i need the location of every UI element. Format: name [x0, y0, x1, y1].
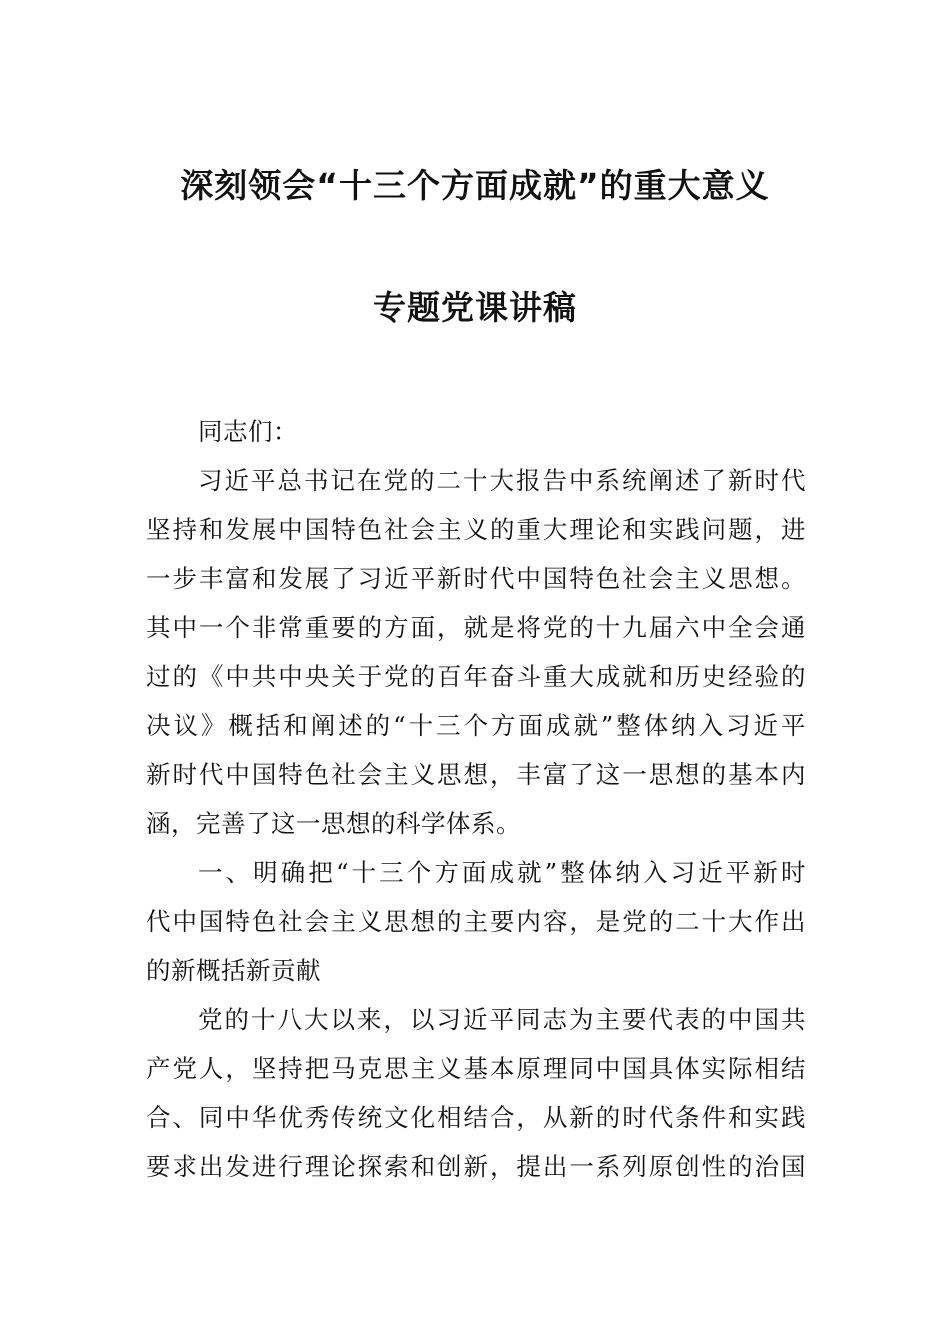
paragraph-line: 过的《中共中央关于党的百年奋斗重大成就和历史经验的 [146, 662, 806, 691]
document-body [146, 414, 806, 1198]
paragraph-line: 一步丰富和发展了习近平新时代中国特色社会主义思想。 [146, 564, 806, 593]
paragraph-line: 合、同中华优秀传统文化相结合，从新的时代条件和实践 [146, 1103, 806, 1132]
paragraph-line: 涵，完善了这一思想的科学体系。 [146, 809, 521, 838]
paragraph-line: 其中一个非常重要的方面，就是将党的十九届六中全会通 [146, 613, 806, 642]
paragraph-line: 决议》概括和阐述的“十三个方面成就”整体纳入习近平 [146, 711, 806, 740]
paragraph-line: 党的十八大以来，以习近平同志为主要代表的中国共 [198, 1005, 806, 1034]
paragraph-line: 新时代中国特色社会主义思想，丰富了这一思想的基本内 [146, 760, 806, 789]
paragraph-line: 产党人，坚持把马克思主义基本原理同中国具体实际相结 [146, 1054, 806, 1083]
section-heading-line: 代中国特色社会主义思想的主要内容，是党的二十大作出 [146, 907, 806, 936]
document-subtitle: 专题党课讲稿 [373, 288, 577, 327]
section-heading-line: 一、明确把“十三个方面成就”整体纳入习近平新时 [198, 858, 806, 887]
paragraph-line: 要求出发进行理论探索和创新，提出一系列原创性的治国 [146, 1152, 806, 1181]
section-heading-line: 的新概括新贡献 [146, 956, 321, 985]
paragraph-line: 习近平总书记在党的二十大报告中系统阐述了新时代 [198, 466, 806, 495]
document-title: 深刻领会“十三个方面成就”的重大意义 [180, 166, 770, 205]
paragraph-line: 坚持和发展中国特色社会主义的重大理论和实践问题，进 [146, 515, 806, 544]
salutation: 同志们： [198, 417, 298, 446]
